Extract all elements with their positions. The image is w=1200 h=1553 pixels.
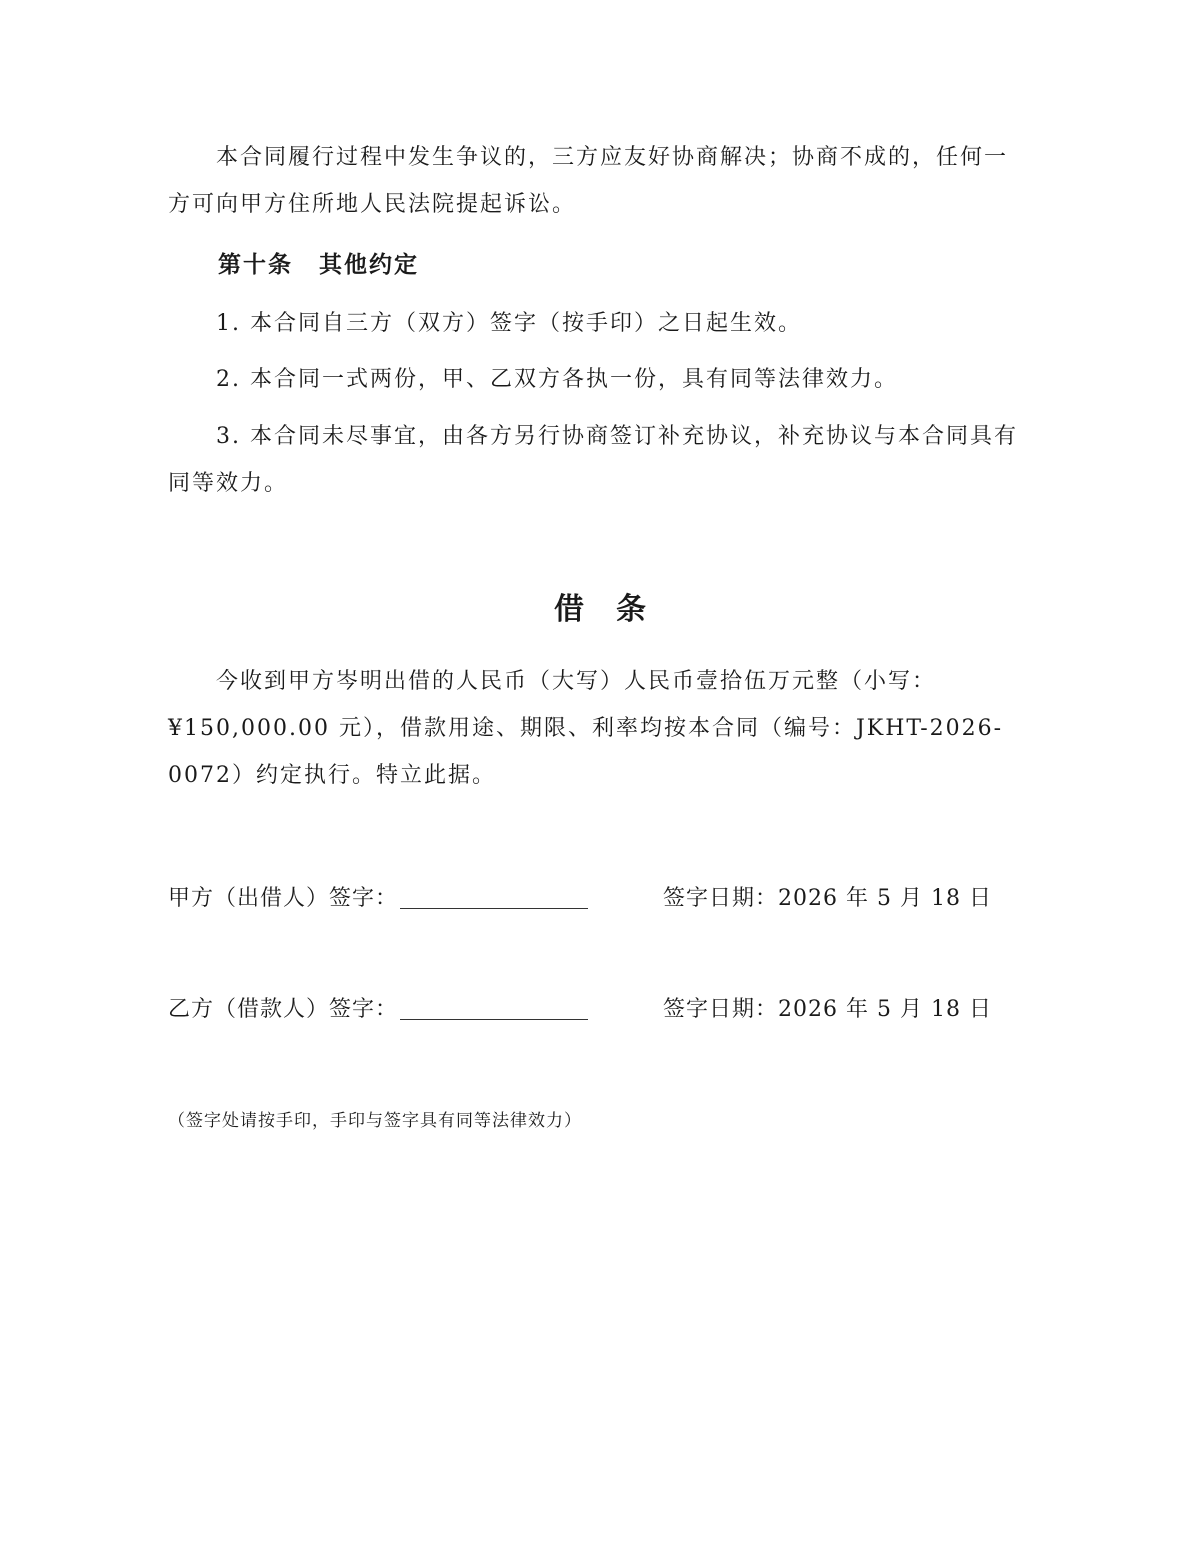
article-ten-number: 第十条 — [218, 252, 293, 278]
borrower-signature-label: 乙方（借款人）签字： — [168, 997, 399, 1022]
iou-body: 今收到甲方岑明出借的人民币（大写）人民币壹拾伍万元整（小写：¥150,000.00 元），借款用途、期限、利率均按本合同（编号：JKHT-2026-0072）约定执行。特立此据。 — [168, 669, 1004, 788]
borrower-date-label: 签字日期： — [663, 997, 779, 1022]
article-ten-heading — [218, 246, 419, 279]
lender-signature-date — [663, 884, 992, 914]
clause-item-3: 3. 本合同未尽事宜，由各方另行协商签订补充协议，补充协议与本合同具有同等效力。 — [168, 424, 1018, 496]
borrower-signature-row — [168, 995, 992, 1025]
clause-item-1: 1. 本合同自三方（双方）签字（按手印）之日起生效。 — [216, 311, 802, 336]
clause-item-2: 2. 本合同一式两份，甲、乙双方各执一份，具有同等法律效力。 — [216, 367, 898, 392]
lender-signature-row — [168, 884, 992, 914]
borrower-signature-date — [663, 995, 992, 1025]
borrower-signature-line[interactable] — [400, 997, 588, 1020]
dispute-resolution-paragraph: 本合同履行过程中发生争议的，三方应友好协商解决；协商不成的，任何一方可向甲方住所地人民法院提起诉讼。 — [168, 145, 1009, 217]
lender-date-value: 2026 年 5 月 18 日 — [778, 886, 992, 911]
lender-signature-label: 甲方（出借人）签字： — [168, 886, 399, 911]
lender-date-label: 签字日期： — [663, 886, 779, 911]
borrower-date-value: 2026 年 5 月 18 日 — [778, 997, 992, 1022]
article-ten-title: 其他约定 — [319, 252, 419, 278]
lender-signature-line[interactable] — [400, 886, 588, 909]
fingerprint-note: （签字处请按手印，手印与签字具有同等法律效力） — [168, 1111, 582, 1131]
iou-title: 借条 — [554, 592, 678, 627]
